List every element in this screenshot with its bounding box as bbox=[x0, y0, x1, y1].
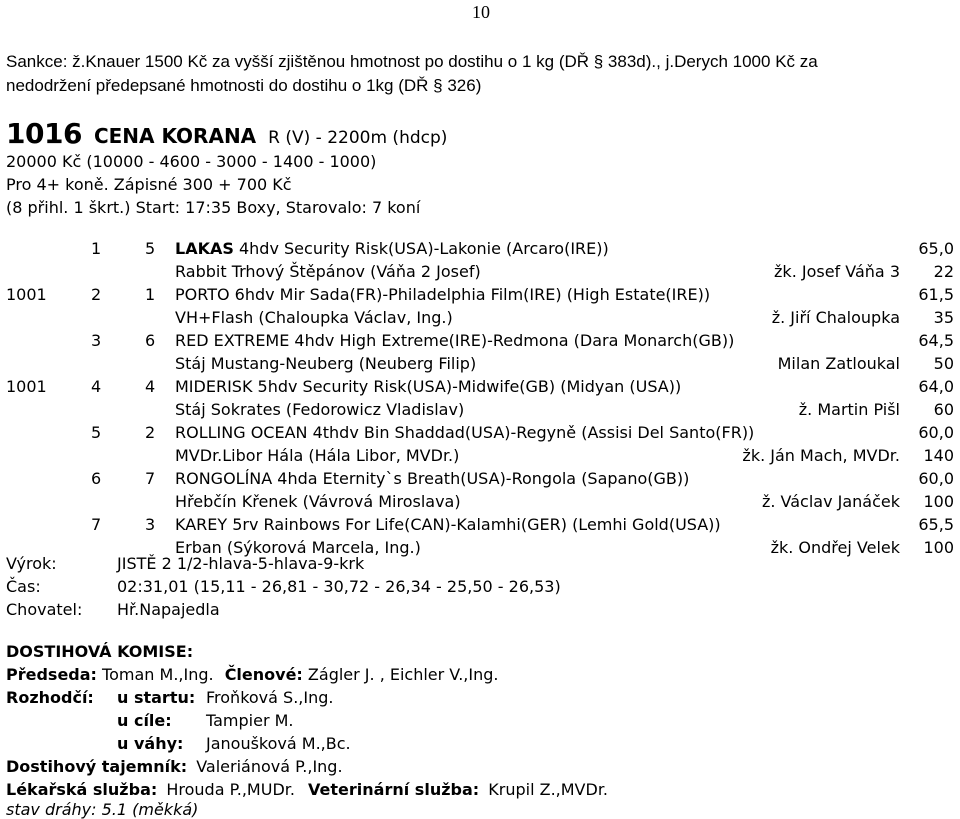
chair-value: Toman M.,Ing. bbox=[102, 665, 214, 684]
judge-label: Rozhodčí: bbox=[6, 688, 94, 707]
finish-value: Tampier M. bbox=[206, 711, 294, 730]
result-jockey: žk. Ján Mach, MVDr. bbox=[742, 446, 900, 465]
result-place: 3 bbox=[91, 331, 102, 350]
breeder-label: Chovatel: bbox=[6, 600, 83, 619]
margin-value: JISTĚ 2 1/2-hlava-5-hlava-9-krk bbox=[117, 554, 365, 573]
result-weight: 60,0 bbox=[918, 469, 954, 488]
result-weight: 65,0 bbox=[918, 239, 954, 258]
scales-value: Janoušková M.,Bc. bbox=[206, 734, 351, 753]
result-place: 4 bbox=[91, 377, 102, 396]
result-odds: 100 bbox=[923, 538, 954, 557]
result-odds: 35 bbox=[933, 308, 954, 327]
race-number: 1016 bbox=[6, 117, 82, 150]
result-owner: Erban (Sýkorová Marcela, Ing.) bbox=[175, 538, 421, 557]
start-label: u startu: bbox=[117, 688, 196, 707]
result-odds: 60 bbox=[933, 400, 954, 419]
result-place: 2 bbox=[91, 285, 102, 304]
result-owner: VH+Flash (Chaloupka Václav, Ing.) bbox=[175, 308, 453, 327]
race-class: R (V) - 2200m (hdcp) bbox=[268, 128, 448, 148]
services-row bbox=[6, 780, 608, 799]
result-jockey: ž. Martin Pišl bbox=[798, 400, 900, 419]
result-weight: 61,5 bbox=[918, 285, 954, 304]
result-place: 5 bbox=[91, 423, 102, 442]
sanctions-line-2: nedodržení předepsané hmotnosti do dostihu o 1kg (DŘ § 326) bbox=[6, 76, 482, 95]
secretary-value: Valeriánová P.,Ing. bbox=[196, 757, 343, 776]
result-prev-race: 1001 bbox=[6, 377, 47, 396]
result-description: MIDERISK 5hdv Security Risk(USA)-Midwife(GB) (Midyan (USA)) bbox=[175, 377, 682, 396]
vet-value: Krupil Z.,MVDr. bbox=[488, 780, 609, 799]
result-box: 3 bbox=[145, 515, 156, 534]
result-place: 7 bbox=[91, 515, 102, 534]
commission-heading: DOSTIHOVÁ KOMISE: bbox=[6, 642, 194, 661]
result-owner: MVDr.Libor Hála (Hála Libor, MVDr.) bbox=[175, 446, 460, 465]
result-place: 1 bbox=[91, 239, 102, 258]
result-horse-line bbox=[175, 331, 734, 350]
race-entries: (8 přihl. 1 škrt.) Start: 17:35 Boxy, Starovalo: 7 koní bbox=[6, 198, 421, 217]
race-name: CENA KORANA bbox=[93, 124, 257, 148]
result-box: 4 bbox=[145, 377, 156, 396]
result-box: 2 bbox=[145, 423, 156, 442]
result-owner: Stáj Sokrates (Fedorowicz Vladislav) bbox=[175, 400, 465, 419]
result-box: 7 bbox=[145, 469, 156, 488]
time-value: 02:31,01 (15,11 - 26,81 - 30,72 - 26,34 - 25,50 - 26,53) bbox=[117, 577, 561, 596]
result-jockey: žk. Ondřej Velek bbox=[770, 538, 900, 557]
race-prizes: 20000 Kč (10000 - 4600 - 3000 - 1400 - 1000) bbox=[6, 152, 377, 171]
medical-label: Lékařská služba: bbox=[6, 780, 158, 799]
result-owner: Rabbit Trhový Štěpánov (Váňa 2 Josef) bbox=[175, 262, 481, 281]
result-jockey: žk. Josef Váňa 3 bbox=[774, 262, 900, 281]
result-box: 6 bbox=[145, 331, 156, 350]
result-odds: 140 bbox=[923, 446, 954, 465]
track-condition: stav dráhy: 5.1 (měkká) bbox=[6, 800, 199, 819]
chair-row bbox=[6, 665, 498, 684]
result-description: RED EXTREME 4hdv High Extreme(IRE)-Redmona (Dara Monarch(GB)) bbox=[175, 331, 735, 350]
secretary-row bbox=[6, 757, 343, 776]
start-value: Froňková S.,Ing. bbox=[206, 688, 334, 707]
result-jockey: Milan Zatloukal bbox=[777, 354, 900, 373]
result-horse-line bbox=[175, 423, 754, 442]
breeder-value: Hř.Napajedla bbox=[117, 600, 220, 619]
members-value: Zágler J. , Eichler V.,Ing. bbox=[307, 665, 499, 684]
chair-label: Předseda: bbox=[6, 665, 97, 684]
result-weight: 60,0 bbox=[918, 423, 954, 442]
time-label: Čas: bbox=[6, 577, 41, 596]
result-owner: Stáj Mustang-Neuberg (Neuberg Filip) bbox=[175, 354, 477, 373]
result-horse-line bbox=[175, 285, 710, 304]
result-description: 4hdv Security Risk(USA)-Lakonie (Arcaro(IRE)) bbox=[238, 239, 609, 258]
result-description: PORTO 6hdv Mir Sada(FR)-Philadelphia Film(IRE) (High Estate(IRE)) bbox=[175, 285, 711, 304]
margin-label: Výrok: bbox=[6, 554, 57, 573]
result-weight: 64,5 bbox=[918, 331, 954, 350]
result-horse-name: LAKAS bbox=[175, 239, 234, 258]
result-jockey: ž. Václav Janáček bbox=[761, 492, 900, 511]
medical-value: Hrouda P.,MUDr. bbox=[166, 780, 295, 799]
result-weight: 64,0 bbox=[918, 377, 954, 396]
result-jockey: ž. Jiří Chaloupka bbox=[771, 308, 900, 327]
result-odds: 50 bbox=[933, 354, 954, 373]
result-weight: 65,5 bbox=[918, 515, 954, 534]
members-label: Členové: bbox=[224, 665, 303, 684]
result-owner: Hřebčín Křenek (Vávrová Miroslava) bbox=[175, 492, 461, 511]
race-header bbox=[6, 117, 447, 150]
secretary-label: Dostihový tajemník: bbox=[6, 757, 188, 776]
result-place: 6 bbox=[91, 469, 102, 488]
result-description: ROLLING OCEAN 4thdv Bin Shaddad(USA)-Regyně (Assisi Del Santo(FR)) bbox=[175, 423, 755, 442]
result-description: KAREY 5rv Rainbows For Life(CAN)-Kalamhi(GER) (Lemhi Gold(USA)) bbox=[175, 515, 721, 534]
vet-label: Veterinární služba: bbox=[308, 780, 480, 799]
result-box: 5 bbox=[145, 239, 156, 258]
result-odds: 100 bbox=[923, 492, 954, 511]
finish-label: u cíle: bbox=[117, 711, 172, 730]
result-horse-line bbox=[175, 515, 721, 534]
result-horse-line bbox=[175, 239, 609, 258]
page-number: 10 bbox=[472, 2, 490, 22]
sanctions-line-1: Sankce: ž.Knauer 1500 Kč za vyšší zjištěnou hmotnost po dostihu o 1 kg (DŘ § 383d)., j.Derych 1000 Kč za bbox=[6, 52, 818, 71]
scales-label: u váhy: bbox=[117, 734, 184, 753]
result-odds: 22 bbox=[933, 262, 954, 281]
race-conditions: Pro 4+ koně. Zápisné 300 + 700 Kč bbox=[6, 175, 292, 194]
result-horse-line bbox=[175, 377, 681, 396]
result-description: RONGOLÍNA 4hda Eternity`s Breath(USA)-Rongola (Sapano(GB)) bbox=[175, 469, 690, 488]
result-horse-line bbox=[175, 469, 689, 488]
result-box: 1 bbox=[145, 285, 156, 304]
result-prev-race: 1001 bbox=[6, 285, 47, 304]
